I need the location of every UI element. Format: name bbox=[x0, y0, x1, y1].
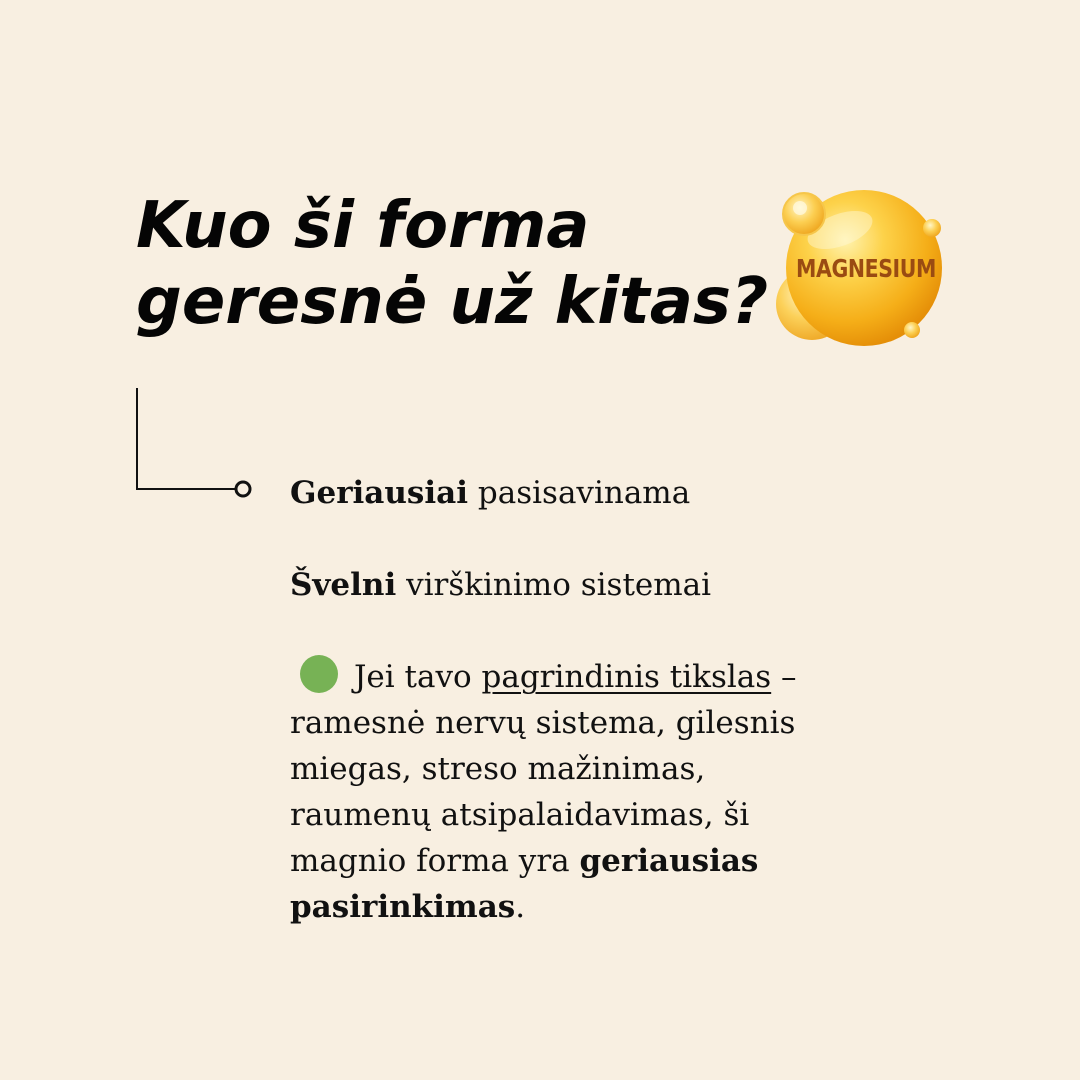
benefit-text: virškinimo sistemai bbox=[396, 567, 712, 603]
goal-underlined: pagrindinis tikslas bbox=[481, 659, 772, 695]
badge-label: MAGNESIUM bbox=[795, 254, 936, 283]
magnesium-badge bbox=[770, 186, 945, 356]
page-title bbox=[136, 188, 776, 340]
goal-paragraph bbox=[290, 654, 850, 930]
benefit-item bbox=[290, 562, 850, 608]
goal-line-5-prefix: magnio forma yra bbox=[290, 843, 580, 879]
goal-prefix: Jei tavo bbox=[354, 659, 482, 695]
connector-line-icon bbox=[130, 380, 260, 500]
goal-line-4: raumenų atsipalaidavimas, ši bbox=[290, 797, 750, 833]
benefit-bold: Švelni bbox=[290, 567, 397, 603]
benefit-bold: Geriausiai bbox=[290, 475, 469, 511]
title-line-1: Kuo ši forma bbox=[136, 189, 590, 263]
goal-line-6-end: . bbox=[515, 889, 526, 925]
green-circle-icon bbox=[300, 655, 338, 693]
goal-line-3: miegas, streso mažinimas, bbox=[290, 751, 706, 787]
goal-dash: – bbox=[771, 659, 797, 695]
goal-line-2: ramesnė nervų sistema, gilesnis bbox=[290, 705, 796, 741]
benefit-item bbox=[290, 470, 850, 516]
benefits-list bbox=[290, 470, 850, 930]
goal-line-5-bold: geriausias bbox=[579, 843, 759, 879]
title-line-2: geresnė už kitas? bbox=[136, 265, 769, 339]
benefit-text: pasisavinama bbox=[468, 475, 691, 511]
goal-line-6-bold: pasirinkimas bbox=[290, 889, 516, 925]
